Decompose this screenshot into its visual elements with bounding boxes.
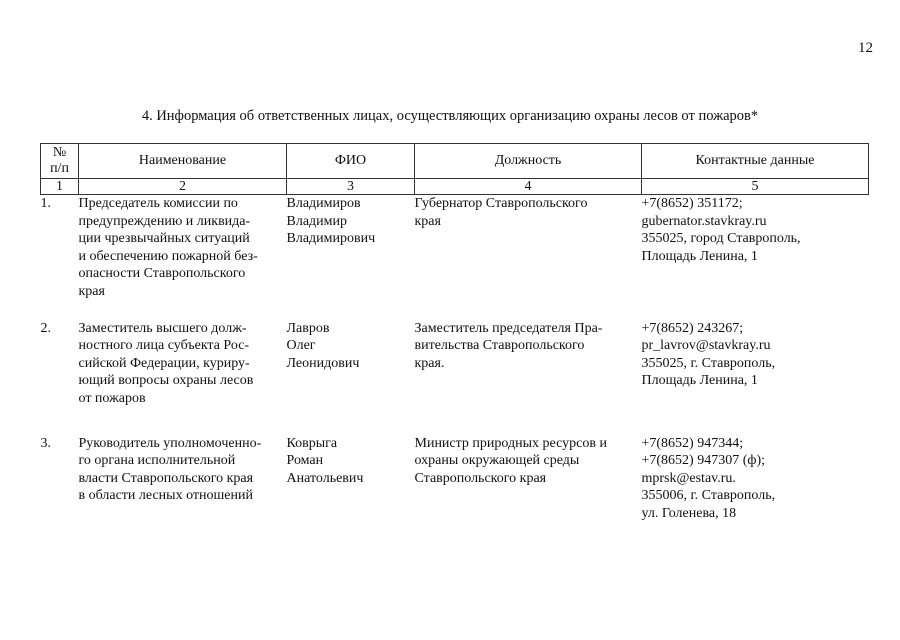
row-index: 1. xyxy=(40,196,51,211)
header-position: Должность xyxy=(415,144,642,179)
name-line: в области лесных отношений xyxy=(78,488,253,503)
responsible-persons-table xyxy=(40,143,869,522)
header-num xyxy=(41,144,79,179)
table-row xyxy=(41,195,869,320)
section-heading: 4. Информация об ответственных лицах, осуществляющих организацию охраны лесов от пожаров* xyxy=(141,108,759,124)
name-line: опасности Ставропольского xyxy=(78,266,246,281)
column-number: 3 xyxy=(287,179,415,195)
column-number: 5 xyxy=(642,179,869,195)
row-index: 2. xyxy=(40,320,51,336)
name-line: го органа исполнительной xyxy=(78,453,236,468)
contact-line: 355025, г. Ставрополь, xyxy=(641,355,776,371)
fio-line: Анатольевич xyxy=(286,470,364,486)
column-number: 2 xyxy=(79,179,287,195)
name-line: сийской Федерации, куриру- xyxy=(78,355,250,371)
position-line: края xyxy=(414,213,441,229)
contact-line: pr_lavrov@stavkray.ru xyxy=(641,338,771,353)
position-line: Министр природных ресурсов и xyxy=(414,435,607,451)
name-line: ностного лица субъекта Рос- xyxy=(78,338,250,353)
position-line: Ставропольского края xyxy=(414,470,547,486)
position-line: охраны окружающей среды xyxy=(414,453,580,468)
header-fio: ФИО xyxy=(287,144,415,179)
fio-line: Владимиров xyxy=(286,196,361,211)
contact-line: +7(8652) 243267; xyxy=(641,320,744,336)
fio-line: Коврыга xyxy=(286,435,338,451)
header-name: Наименование xyxy=(79,144,287,179)
position-line: Губернатор Ставропольского xyxy=(414,196,588,211)
table-row xyxy=(41,320,869,435)
column-number: 1 xyxy=(41,179,79,195)
name-line: ющий вопросы охраны лесов xyxy=(78,373,254,388)
position-line: вительства Ставропольского xyxy=(414,338,585,353)
header-num-line: № xyxy=(52,145,67,160)
fio-line: Владимирович xyxy=(286,231,376,246)
column-number: 4 xyxy=(415,179,642,195)
page-number: 12 xyxy=(858,40,873,56)
row-name xyxy=(79,435,287,523)
contact-line: Площадь Ленина, 1 xyxy=(641,248,758,264)
position-line: края. xyxy=(414,355,445,371)
column-numbers-row xyxy=(41,179,869,195)
fio-line: Лавров xyxy=(286,320,330,336)
name-line: ции чрезвычайных ситуаций xyxy=(78,231,250,246)
row-position xyxy=(415,320,642,435)
header-num-line: п/п xyxy=(50,161,69,176)
row-contacts xyxy=(642,320,869,435)
table-row xyxy=(41,435,869,523)
name-line: Заместитель высшего долж- xyxy=(78,320,247,336)
name-line: края xyxy=(78,283,105,299)
name-line: Руководитель уполномоченно- xyxy=(78,435,262,451)
contact-line: ул. Голенева, 18 xyxy=(641,505,737,521)
fio-line: Леонидович xyxy=(286,355,360,371)
row-fio xyxy=(287,320,415,435)
row-name xyxy=(79,195,287,320)
contact-line: +7(8652) 947344; xyxy=(641,435,744,451)
position-line: Заместитель председателя Пра- xyxy=(414,320,603,336)
header-contacts: Контактные данные xyxy=(642,144,869,179)
contact-line: mprsk@estav.ru. xyxy=(641,470,736,486)
name-line: и обеспечению пожарной без- xyxy=(78,248,258,264)
fio-line: Роман xyxy=(286,453,324,468)
row-contacts xyxy=(642,195,869,320)
row-contacts xyxy=(642,435,869,523)
contact-line: +7(8652) 351172; xyxy=(641,196,743,211)
name-line: Председатель комиссии по xyxy=(78,196,238,211)
fio-line: Олег xyxy=(286,338,316,353)
contact-line: gubernator.stavkray.ru xyxy=(641,213,767,229)
contact-line: +7(8652) 947307 (ф); xyxy=(641,453,766,468)
fio-line: Владимир xyxy=(286,213,348,229)
name-line: от пожаров xyxy=(78,390,146,406)
name-line: предупреждению и ликвида- xyxy=(78,213,251,229)
contact-line: 355006, г. Ставрополь, xyxy=(641,488,776,503)
contact-line: Площадь Ленина, 1 xyxy=(641,373,758,388)
table-header-row xyxy=(41,144,869,179)
contact-line: 355025, город Ставрополь, xyxy=(641,231,801,246)
name-line: власти Ставропольского края xyxy=(78,470,254,486)
row-fio xyxy=(287,435,415,523)
row-name xyxy=(79,320,287,435)
row-index: 3. xyxy=(40,435,51,451)
row-fio xyxy=(287,195,415,320)
row-position xyxy=(415,195,642,320)
row-position xyxy=(415,435,642,523)
